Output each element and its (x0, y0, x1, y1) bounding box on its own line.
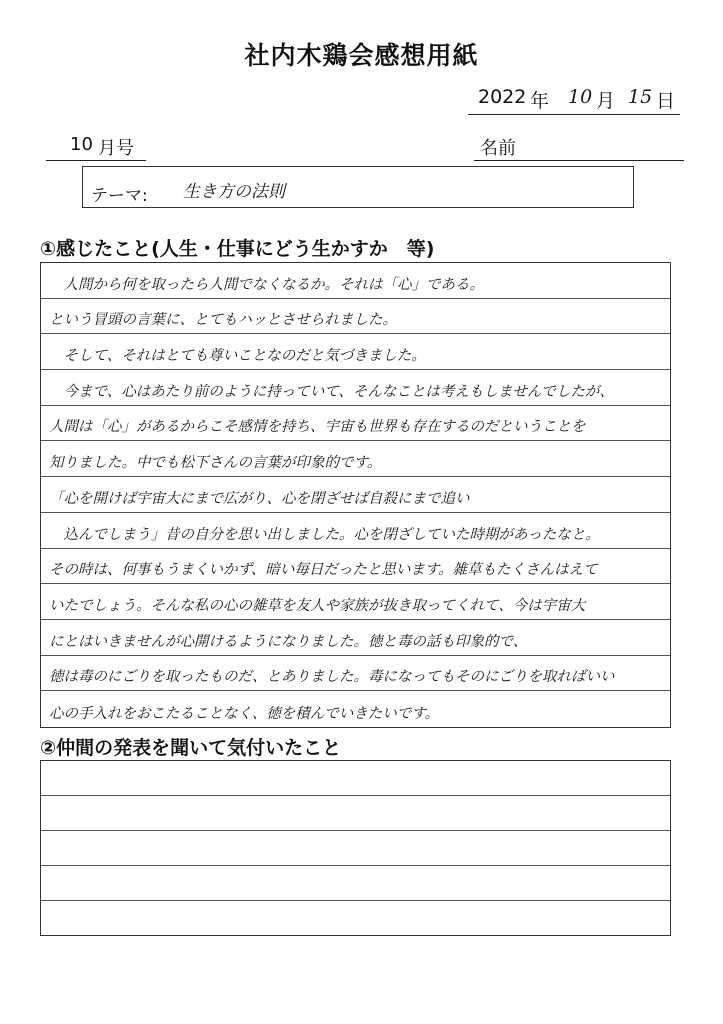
section1-line (41, 513, 670, 549)
section1-line (41, 691, 670, 727)
issue-number: 10 (70, 134, 93, 155)
section2-line (41, 761, 670, 796)
section1-line (41, 477, 670, 513)
issue-label: 月号 (98, 138, 134, 159)
date-field (468, 86, 680, 115)
section1-line-text: その時は、何事もうまくいかず、暗い毎日だったと思います。雑草もたくさんはえて (49, 562, 598, 579)
section2-line (41, 831, 670, 866)
date-year: 2022 (478, 86, 527, 108)
section1-line (41, 406, 670, 442)
theme-box (82, 166, 634, 208)
section1-line-text: 込んでしまう」昔の自分を思い出しました。心を閉ざしていた時期があったなと。 (49, 526, 600, 543)
section1-lined-area (40, 262, 671, 728)
section1-line (41, 370, 670, 406)
section2-heading: ②仲間の発表を聞いて気付いたこと (40, 737, 342, 759)
section1-line-text: 人間は「心」があるからこそ感情を持ち、宇宙も世界も存在するのだということを (49, 419, 586, 436)
section2-line (41, 866, 670, 901)
section1-line-text: 徳は毒のにごりを取ったものだ、とありました。毒になってもそのにごりを取ればいい (49, 669, 615, 686)
theme-label: テーマ: (91, 186, 148, 206)
date-month: 10 (568, 86, 593, 108)
section2-line (41, 796, 670, 831)
date-month-unit: 月 (596, 90, 616, 112)
date-day: 15 (628, 86, 653, 108)
name-field (474, 134, 684, 161)
section1-line-text: にとはいきませんが心開けるようになりました。徳と毒の話も印象的で、 (49, 633, 528, 650)
theme-value: 生き方の法則 (183, 182, 285, 202)
date-day-unit: 日 (656, 90, 676, 112)
section1-line-text: 知りました。中でも松下さんの言葉が印象的です。 (49, 455, 382, 472)
section1-line (41, 584, 670, 620)
section1-line (41, 620, 670, 656)
section1-line-text: いたでしょう。そんな私の心の雑草を友人や家族が抜き取ってくれて、今は宇宙大 (49, 597, 586, 614)
section1-line-text: そして、それはとても尊いことなのだと気づきました。 (49, 348, 426, 365)
section1-heading: ①感じたこと(人生・仕事にどう生かすか 等) (40, 238, 435, 260)
section2-line (41, 901, 670, 936)
section1-line (41, 549, 670, 585)
section2-lined-area (40, 760, 671, 936)
section1-line-text: という冒頭の言葉に、とてもハッとさせられました。 (49, 312, 397, 329)
section1-line (41, 334, 670, 370)
section1-line (41, 442, 670, 478)
issue-field (46, 134, 146, 161)
date-year-unit: 年 (530, 90, 550, 112)
section1-line (41, 263, 670, 299)
form-title: 社内木鶏会感想用紙 (244, 41, 479, 70)
section1-line-text: 今まで、心はあたり前のように持っていて、そんなことは考えもしませんでしたが、 (49, 383, 614, 400)
section1-line-text: 人間から何を取ったら人間でなくなるか。それは「心」である。 (49, 276, 484, 293)
section1-line-text: 「心を開けば宇宙大にまで広がり、心を閉ざせば自殺にまで追い (49, 490, 470, 507)
name-label: 名前 (480, 138, 516, 159)
section1-line (41, 656, 670, 692)
section1-line (41, 299, 670, 335)
section1-line-text: 心の手入れをおこたることなく、徳を積んでいきたいです。 (49, 706, 440, 723)
